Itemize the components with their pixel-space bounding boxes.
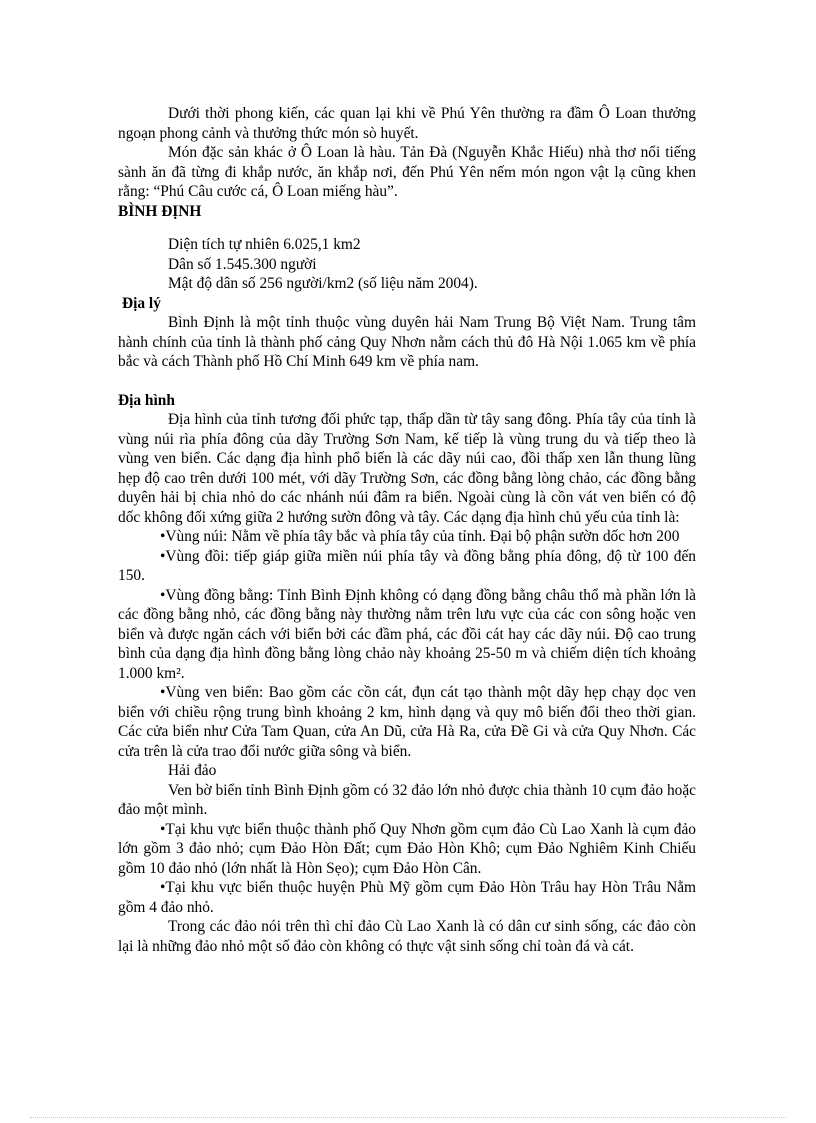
geography-paragraph: Bình Định là một tỉnh thuộc vùng duyên hải Nam Trung Bộ Việt Nam. Trung tâm hành chính của tỉnh là thành phố cảng Quy Nhơn nằm cách thủ đô Hà Nội 1.065 km về phía bắc và cách Thành phố Hồ Chí Minh 649 km về phía nam. xyxy=(118,314,696,370)
islands-heading: Hải đảo xyxy=(168,762,217,779)
islands-bullet-quynhon: •Tại khu vực biển thuộc thành phố Quy Nhơn gồm cụm đảo Cù Lao Xanh là cụm đảo lớn gồm 3 đảo nhỏ; cụm Đảo Hòn Đất; cụm Đảo Hòn Khô; cụm Đảo Nghiêm Kinh Chiếu gồm 10 đảo nhỏ (lớn nhất là Hòn Sẹo); cụm Đảo Hòn Cân. xyxy=(118,820,696,877)
terrain-bullet-plain: •Vùng đồng bằng: Tỉnh Bình Định không có dạng đồng bằng châu thổ mà phần lớn là các đồng bằng nhỏ, các đồng bằng này thường nằm trên lưu vực của các con sông hoặc ven biển và được ngăn cách với biển bởi các đầm phá, các đồi cát hay các dãy núi. Độ cao trung bình của dạng địa hình đồng bằng lòng chảo này khoảng 25-50 m và chiếm diện tích khoảng 1.000 km². xyxy=(118,586,696,682)
geography-heading: Địa lý xyxy=(122,294,161,312)
fact-population: Dân số 1.545.300 người xyxy=(168,255,317,273)
fact-area: Diện tích tự nhiên 6.025,1 km2 xyxy=(168,236,361,253)
intro-paragraph-2: Món đặc sản khác ở Ô Loan là hàu. Tản Đà (Nguyễn Khắc Hiếu) nhà thơ nổi tiếng sành ăn đã từng đi khắp nước, ăn khắp nơi, đến Phú Yên nếm món ngon vật lạ cũng khen rằng: “Phú Câu cước cá, Ô Loan miếng hàu”. xyxy=(118,144,696,200)
islands-closing-paragraph: Trong các đảo nói trên thì chỉ đảo Cù Lao Xanh là có dân cư sinh sống, các đảo còn lại là những đảo nhỏ một số đảo còn không có thực vật sinh sống chỉ toàn đá và cát. xyxy=(118,918,696,955)
islands-paragraph: Ven bờ biển tỉnh Bình Định gồm có 32 đảo lớn nhỏ được chia thành 10 cụm đảo hoặc đảo một mình. xyxy=(118,781,696,818)
terrain-bullet-coast: •Vùng ven biển: Bao gồm các cồn cát, đụn cát tạo thành một dãy hẹp chạy dọc ven biển với chiều rộng trung bình khoảng 2 km, hình dạng và quy mô biến đổi theo thời gian. Các cửa biển như Cửa Tam Quan, cửa An Dũ, cửa Hà Ra, cửa Đề Gi và cửa Quy Nhơn. Các cửa trên là cửa trao đổi nước giữa sông và biển. xyxy=(118,684,696,760)
section-title: BÌNH ĐỊNH xyxy=(118,202,202,220)
terrain-bullet-hill: •Vùng đồi: tiếp giáp giữa miền núi phía tây và đồng bằng phía đông, độ từ 100 đến 150. xyxy=(118,547,696,584)
terrain-heading: Địa hình xyxy=(118,391,175,409)
intro-paragraph-1: Dưới thời phong kiến, các quan lại khi về Phú Yên thường ra đầm Ô Loan thưởng ngoạn phong cảnh và thưởng thức món sò huyết. xyxy=(118,105,696,142)
islands-bullet-phumy: •Tại khu vực biển thuộc huyện Phù Mỹ gồm cụm Đảo Hòn Trâu hay Hòn Trâu Nằm gồm 4 đảo nhỏ. xyxy=(118,879,696,916)
document-body xyxy=(118,104,696,956)
fact-density: Mật độ dân số 256 người/km2 (số liệu năm 2004). xyxy=(168,275,478,292)
facts-list xyxy=(118,235,696,294)
terrain-paragraph: Địa hình của tỉnh tương đối phức tạp, thấp dần từ tây sang đông. Phía tây của tỉnh là vùng núi rìa phía đông của dãy Trường Sơn Nam, kế tiếp là vùng trung du và tiếp theo là vùng ven biển. Các dạng địa hình phổ biến là các dãy núi cao, đồi thấp xen lẫn thung lũng hẹp độ cao trên dưới 100 mét, với dãy Trường Sơn, các đồng bằng lòng chảo, các đồng bằng duyên hải bị chia nhỏ do các nhánh núi đâm ra biển. Ngoài cùng là cồn vát ven biển có độ dốc không đối xứng giữa 2 hướng sườn đông và tây. Các dạng địa hình chủ yếu của tỉnh là: xyxy=(118,411,696,526)
terrain-bullet-mountain: •Vùng núi: Nằm về phía tây bắc và phía tây của tỉnh. Đại bộ phận sườn dốc hơn 200 xyxy=(160,528,680,545)
page-bottom-divider xyxy=(30,1117,786,1118)
